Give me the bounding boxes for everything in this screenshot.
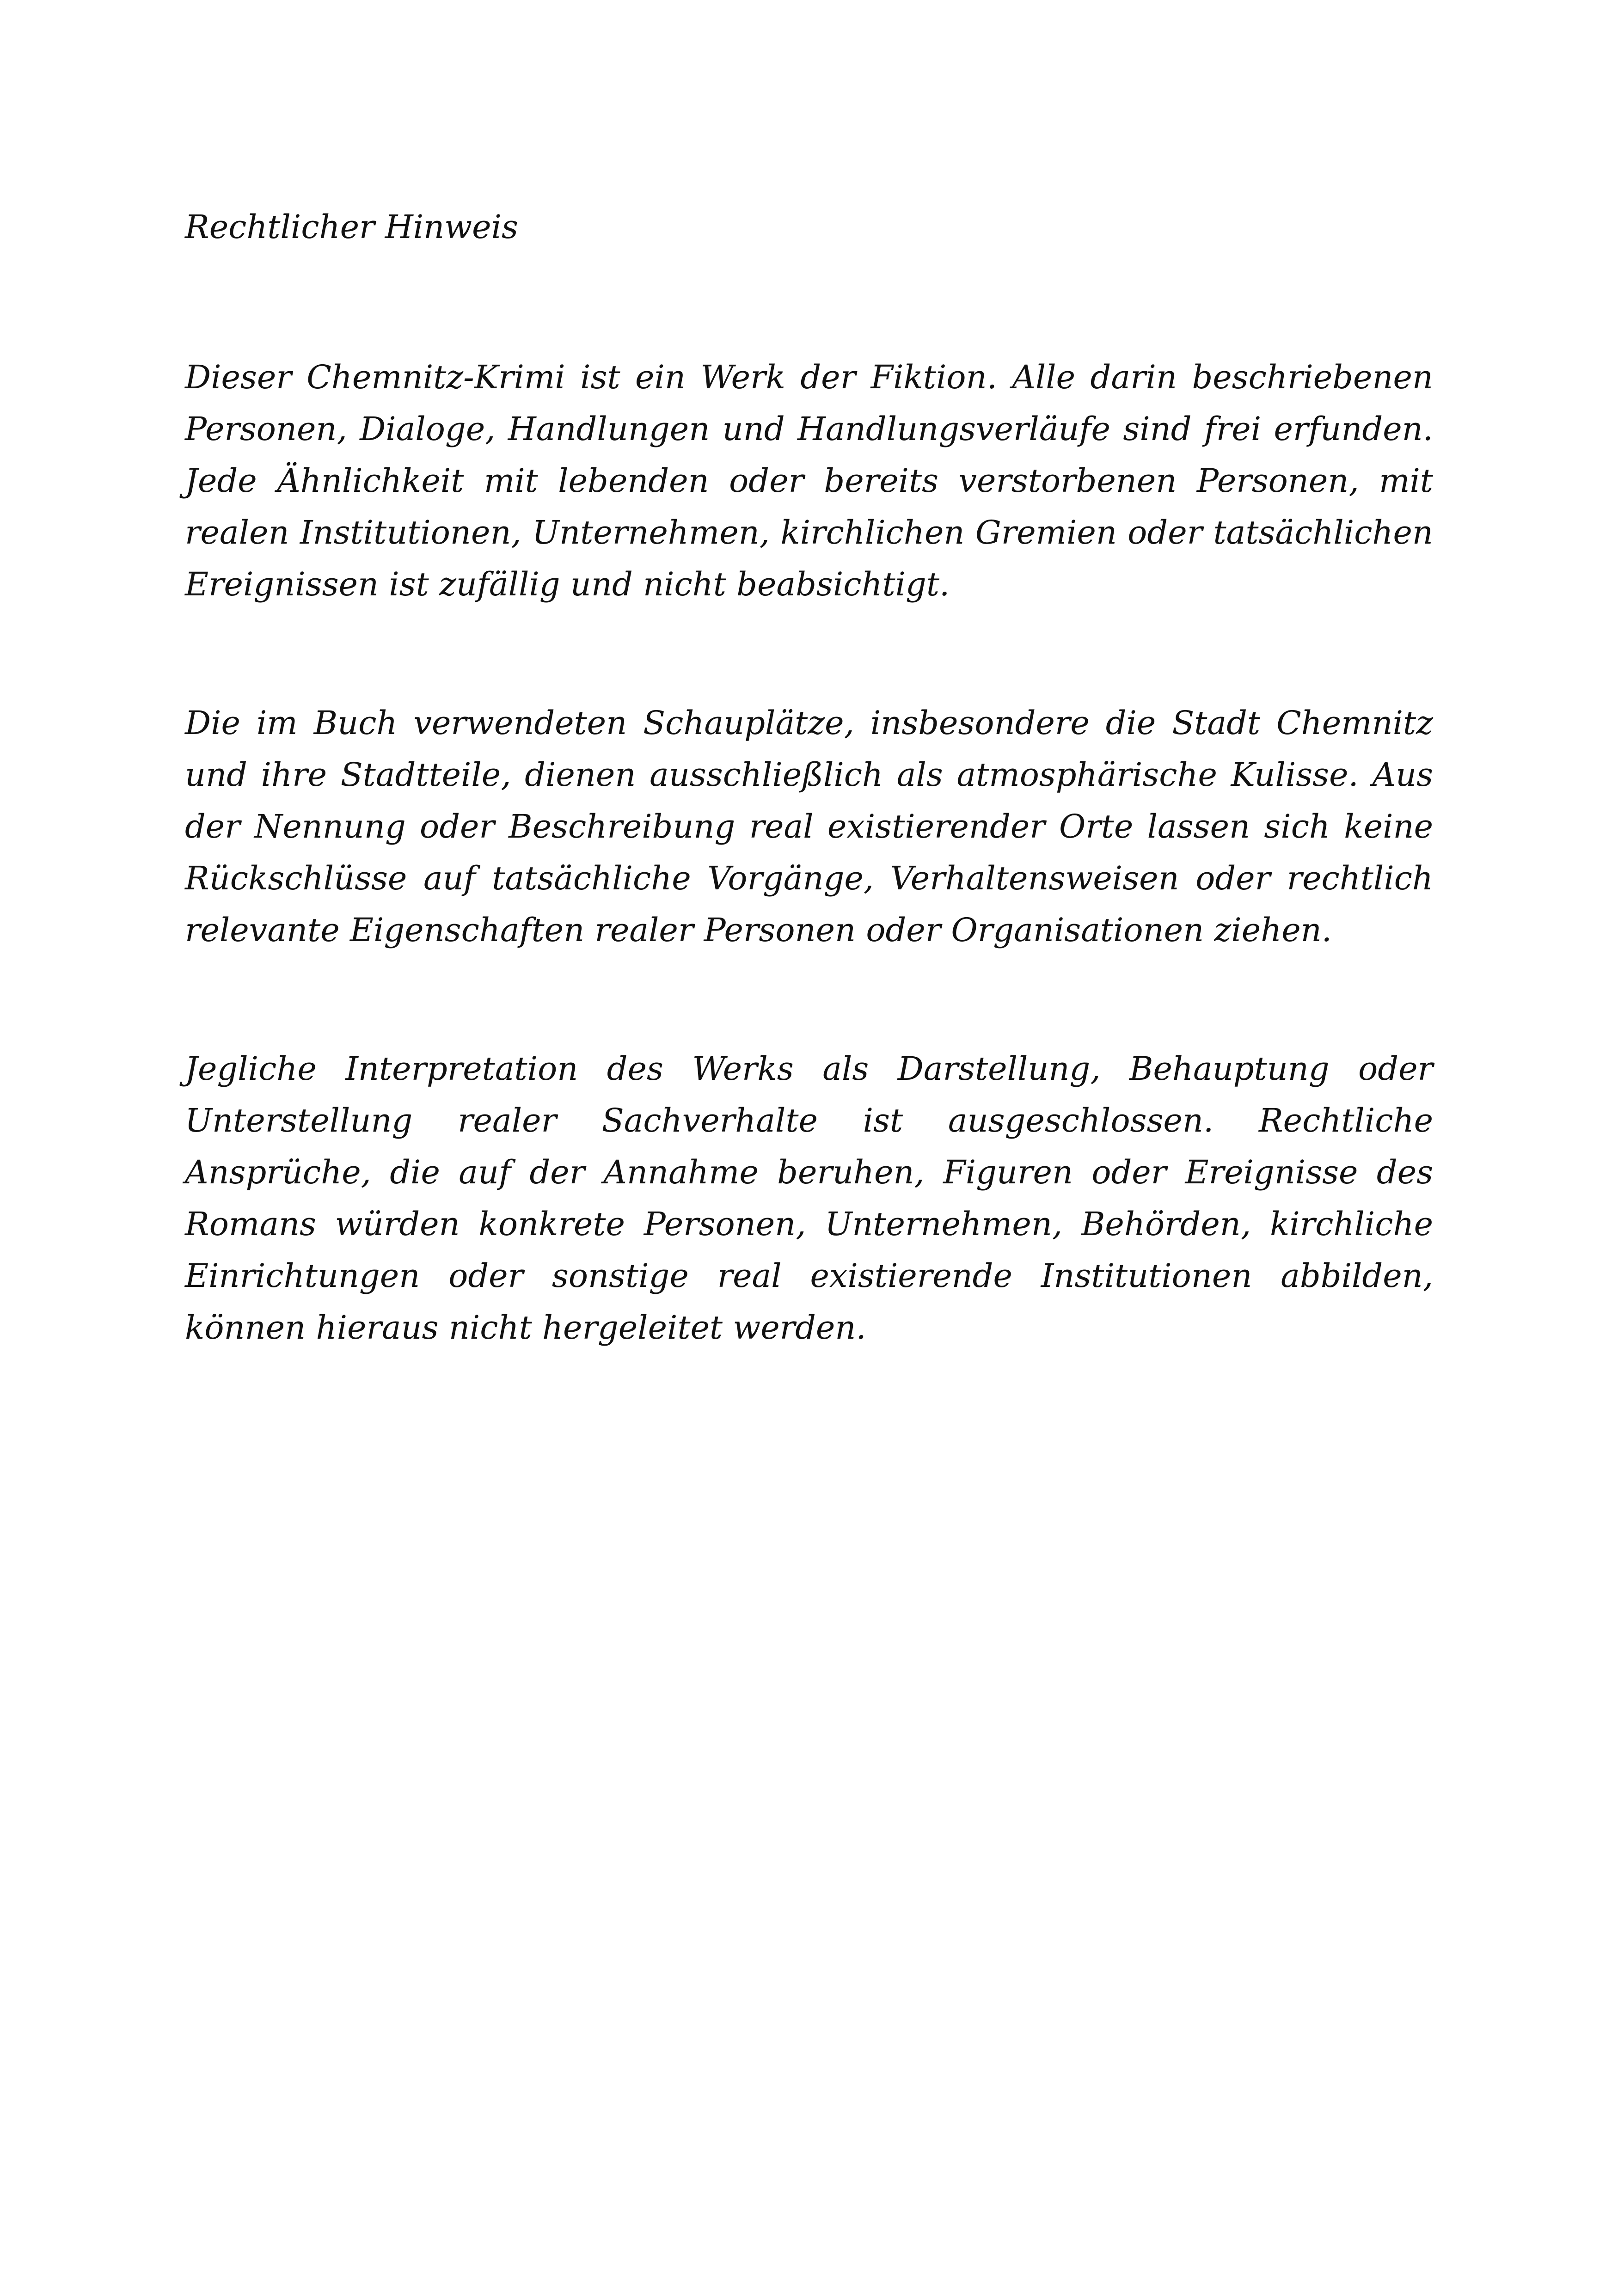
page-title: Rechtlicher Hinweis	[185, 208, 518, 246]
paragraph-fiction-disclaimer: Dieser Chemnitz-Krimi ist ein Werk der Fiktion. Alle darin beschriebenen Personen, Dialoge, Handlungen und Handlungsverläufe sind frei erfunden. Jede Ähnlichkeit mit lebenden oder bereits verstorbenen Personen, mit realen Institutionen, Unternehmen, kirchlichen Gremien oder tatsächlichen Ereignissen ist zufällig und nicht beabsichtigt.	[185, 358, 1433, 603]
paragraph-locations-disclaimer: Die im Buch verwendeten Schauplätze, insbesondere die Stadt Chemnitz und ihre Stadtteile, dienen ausschließlich als atmosphärische Kulisse. Aus der Nennung oder Beschreibung real existierender Orte lassen sich keine Rückschlüsse auf tatsächliche Vorgänge, Verhaltensweisen oder rechtlich relevante Eigenschaften realer Personen oder Organisationen ziehen.	[185, 704, 1433, 949]
paragraph-legal-claims-disclaimer: Jegliche Interpretation des Werks als Darstellung, Behauptung oder Unterstellung realer Sachverhalte ist ausgeschlossen. Rechtliche Ansprüche, die auf der Annahme beruhen, Figuren oder Ereignisse des Romans würden konkrete Personen, Unternehmen, Behörden, kirchliche Einrichtungen oder sonstige real existierende Institutionen abbilden, können hieraus nicht hergeleitet werden.	[185, 1050, 1433, 1347]
